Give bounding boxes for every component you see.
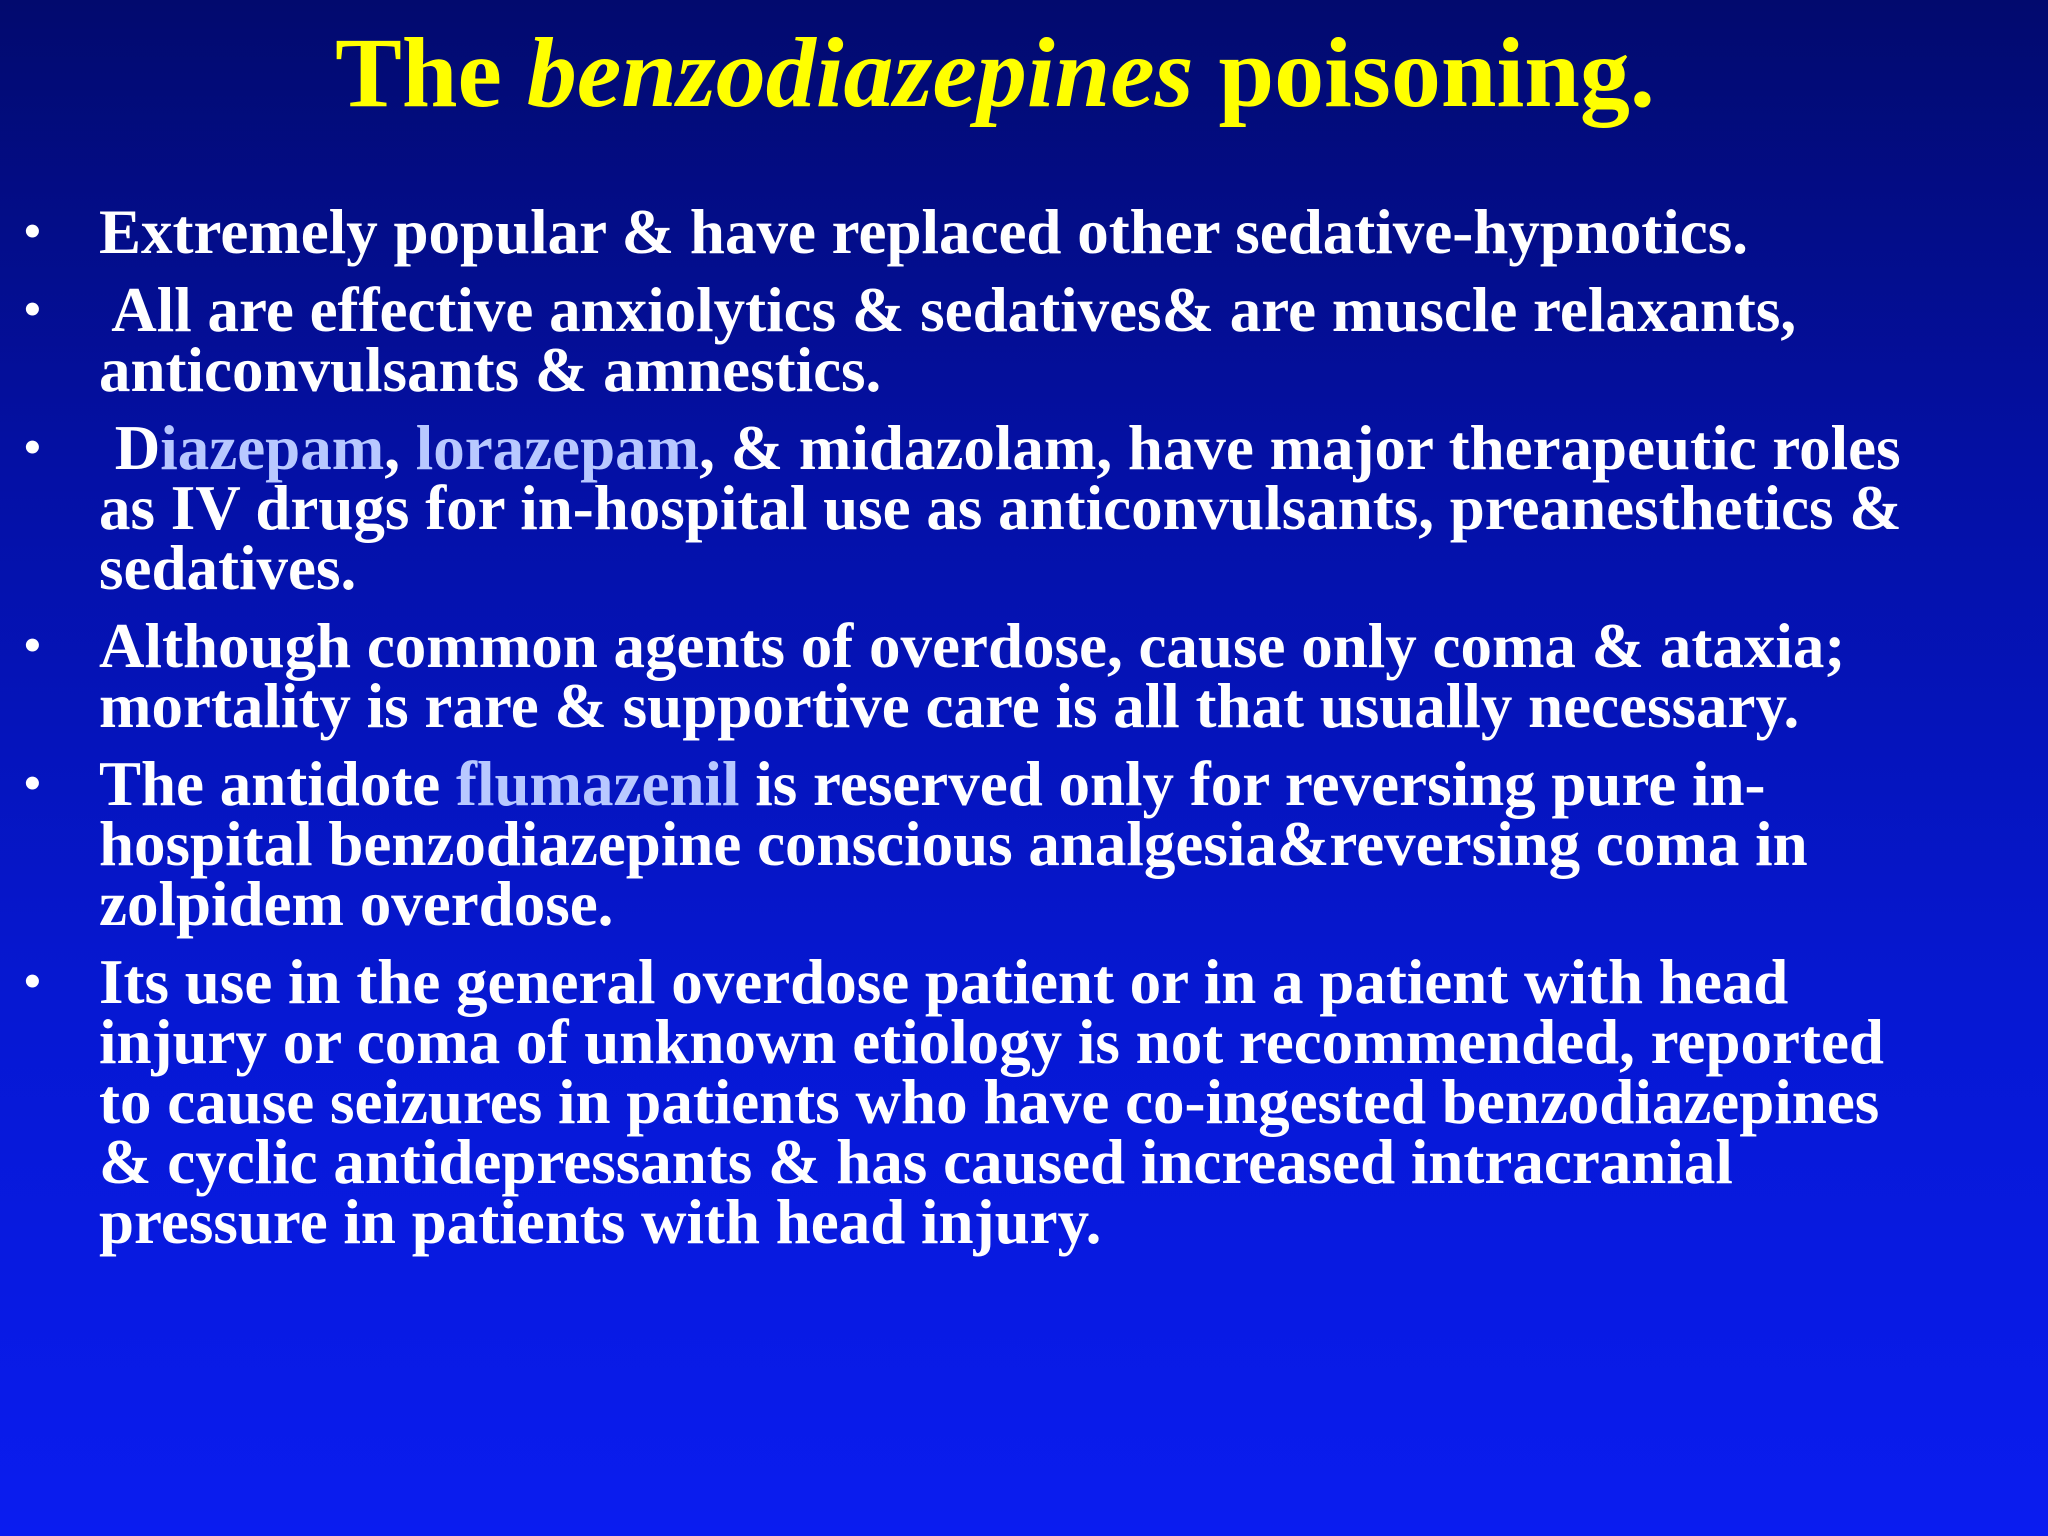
bullet-3-line-1 bbox=[99, 413, 2028, 483]
bullet-6-line-3: to cause seizures in patients who have co-ingested benzodiazepines bbox=[99, 1067, 1880, 1137]
bullet-icon: • bbox=[24, 619, 41, 672]
bullet-5-text-rest: is reserved only for reversing pure in- bbox=[739, 749, 1766, 819]
title-part-the: The bbox=[335, 17, 527, 128]
bullet-item-3 bbox=[0, 413, 2048, 603]
bullet-item-6 bbox=[0, 947, 2048, 1257]
bullet-5-line-3: zolpidem overdose. bbox=[99, 869, 614, 939]
bullet-2-line-2: anticonvulsants & amnestics. bbox=[99, 335, 882, 405]
bullet-6-line-1: Its use in the general overdose patient or in a patient with head bbox=[99, 947, 1789, 1017]
bullet-item-5 bbox=[0, 749, 2048, 939]
bullet-1-line-1: Extremely popular & have replaced other sedative-hypnotics. bbox=[99, 197, 1749, 267]
bullet-5-line-1 bbox=[99, 749, 2028, 819]
bullet-3-text-comma: , bbox=[384, 413, 416, 483]
bullet-icon: • bbox=[24, 205, 41, 258]
bullet-icon: • bbox=[24, 421, 41, 474]
bullet-list bbox=[0, 197, 2048, 1270]
bullet-icon: • bbox=[24, 757, 41, 810]
bullet-3-text-d: D bbox=[99, 413, 161, 483]
bullet-5-text-start: The antidote bbox=[99, 749, 457, 819]
bullet-2-line-1: All are effective anxiolytics & sedatives& are muscle relaxants, bbox=[99, 275, 1797, 345]
bullet-item-2 bbox=[0, 275, 2048, 405]
slide-title bbox=[0, 14, 1990, 132]
drug-name-flumazenil: flumazenil bbox=[456, 749, 740, 819]
bullet-4-line-1: Although common agents of overdose, cause only coma & ataxia; bbox=[99, 611, 1846, 681]
bullet-item-1 bbox=[0, 197, 2048, 267]
drug-name-lorazepam: lorazepam bbox=[415, 413, 700, 483]
bullet-3-line-2: as IV drugs for in-hospital use as anticonvulsants, preanesthetics & bbox=[99, 473, 1902, 543]
bullet-icon: • bbox=[24, 955, 41, 1008]
title-part-poisoning: poisoning. bbox=[1193, 17, 1655, 128]
bullet-5-line-2: hospital benzodiazepine conscious analgesia&reversing coma in bbox=[99, 809, 1808, 879]
title-part-benzodiazepines: benzodiazepines bbox=[526, 17, 1194, 128]
bullet-4-line-2: mortality is rare & supportive care is all that usually necessary. bbox=[99, 671, 1800, 741]
bullet-item-4 bbox=[0, 611, 2048, 741]
bullet-3-text-rest: , & midazolam, have major therapeutic roles bbox=[699, 413, 1901, 483]
bullet-6-line-2: injury or coma of unknown etiology is not recommended, reported bbox=[99, 1007, 1884, 1077]
bullet-icon: • bbox=[24, 283, 41, 336]
bullet-6-line-4: & cyclic antidepressants & has caused increased intracranial bbox=[99, 1127, 1733, 1197]
bullet-6-line-5: pressure in patients with head injury. bbox=[99, 1187, 1102, 1257]
drug-name-diazepam: iazepam bbox=[160, 413, 385, 483]
bullet-3-line-3: sedatives. bbox=[99, 533, 357, 603]
